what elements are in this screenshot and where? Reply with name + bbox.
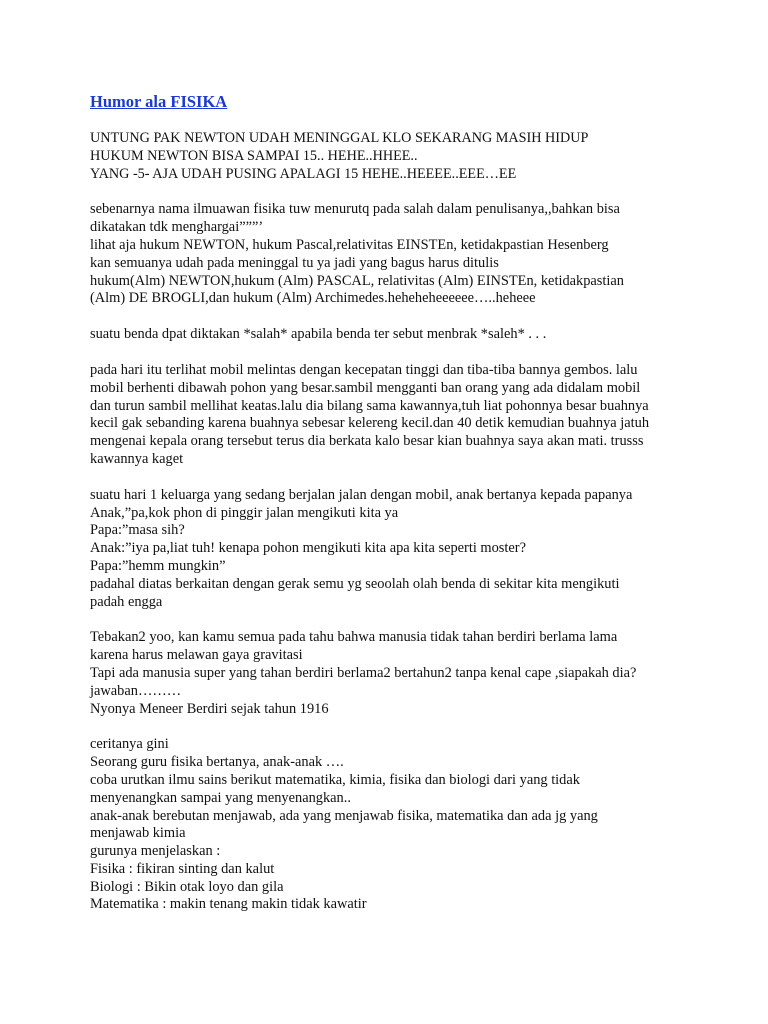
post-title-link[interactable]: Humor ala FISIKA xyxy=(90,92,228,111)
text-line: suatu benda dpat diktakan *salah* apabila benda ter sebut menbrak *saleh* . . . xyxy=(90,326,547,343)
paragraph xyxy=(90,487,690,612)
text-line: Tapi ada manusia super yang tahan berdiri berlama2 bertahun2 tanpa kenal cape ,siapakah dia? xyxy=(90,664,637,681)
paragraph xyxy=(90,201,690,308)
paragraph xyxy=(90,326,690,344)
text-line: HUKUM NEWTON BISA SAMPAI 15.. HEHE..HHEE.. xyxy=(90,147,418,164)
text-line: Anak:”iya pa,liat tuh! kenapa pohon mengikuti kita apa kita seperti moster? xyxy=(90,540,526,557)
text-line: padahal diatas berkaitan dengan gerak semu yg seoolah olah benda di sekitar kita mengikuti xyxy=(90,575,620,592)
text-line: coba urutkan ilmu sains berikut matematika, kimia, fisika dan biologi dari yang tidak xyxy=(90,771,580,788)
paragraph xyxy=(90,362,690,469)
text-line: UNTUNG PAK NEWTON UDAH MENINGGAL KLO SEKARANG MASIH HIDUP xyxy=(90,130,589,146)
text-line: Biologi : Bikin otak loyo dan gila xyxy=(90,878,284,895)
text-line: Papa:”masa sih? xyxy=(90,522,185,539)
document-body xyxy=(90,130,690,914)
paragraph xyxy=(90,736,690,914)
text-line: Tebakan2 yoo, kan kamu semua pada tahu bahwa manusia tidak tahan berdiri berlama lama xyxy=(90,629,618,646)
text-line: padah engga xyxy=(90,593,163,610)
text-line: jawaban……… xyxy=(90,682,182,699)
paragraph xyxy=(90,629,690,718)
text-line: menjawab kimia xyxy=(90,825,186,842)
text-line: Fisika : fikiran sinting dan kalut xyxy=(90,860,275,877)
text-line: menyenangkan sampai yang menyenangkan.. xyxy=(90,789,351,806)
text-line: Papa:”hemm mungkin” xyxy=(90,557,226,574)
text-line: kawannya kaget xyxy=(90,450,184,467)
text-line: lihat aja hukum NEWTON, hukum Pascal,relativitas EINSTEn, ketidakpastian Hesenberg xyxy=(90,236,609,253)
text-line: dan turun sambil mellihat keatas.lalu dia bilang sama kawannya,tuh liat pohonnya besar buahnya xyxy=(90,397,649,414)
text-line: anak-anak berebutan menjawab, ada yang menjawab fisika, matematika dan ada jg yang xyxy=(90,807,598,824)
text-line: mengenai kepala orang tersebut terus dia berkata kalo besar kian buahnya saya akan mati. trusss xyxy=(90,433,644,450)
text-line: Anak,”pa,kok phon di pinggir jalan mengikuti kita ya xyxy=(90,504,399,521)
text-line: kecil gak sebanding karena buahnya sebesar kelereng kecil.dan 40 detik kemudian buahnya jatuh xyxy=(90,415,650,432)
text-line: sebenarnya nama ilmuawan fisika tuw menurutq pada salah dalam penulisanya,,bahkan bisa xyxy=(90,201,620,218)
text-line: karena harus melawan gaya gravitasi xyxy=(90,647,303,664)
text-line: Nyonya Meneer Berdiri sejak tahun 1916 xyxy=(90,700,329,717)
text-line: gurunya menjelaskan : xyxy=(90,843,221,860)
paragraph xyxy=(90,130,690,183)
text-line: (Alm) DE BROGLI,dan hukum (Alm) Archimedes.heheheheeeeee…..heheee xyxy=(90,290,536,307)
text-line: Seorang guru fisika bertanya, anak-anak …. xyxy=(90,754,344,771)
text-line: suatu hari 1 keluarga yang sedang berjalan jalan dengan mobil, anak bertanya kepada papanya xyxy=(90,486,633,503)
text-line: mobil berhenti dibawah pohon yang besar.sambil mengganti ban orang yang ada didalam mobil xyxy=(90,379,641,396)
text-line: YANG -5- AJA UDAH PUSING APALAGI 15 HEHE..HEEEE..EEE…EE xyxy=(90,165,517,182)
text-line: hukum(Alm) NEWTON,hukum (Alm) PASCAL, relativitas (Alm) EINSTEn, ketidakpastian xyxy=(90,272,624,289)
text-line: dikatakan tdk menghargai”””’ xyxy=(90,219,264,236)
document-page xyxy=(90,92,690,932)
text-line: Matematika : makin tenang makin tidak kawatir xyxy=(90,896,367,913)
text-line: ceritanya gini xyxy=(90,736,169,753)
text-line: kan semuanya udah pada meninggal tu ya jadi yang bagus harus ditulis xyxy=(90,254,499,271)
text-line: pada hari itu terlihat mobil melintas dengan kecepatan tinggi dan tiba-tiba bannya gembos. lalu xyxy=(90,361,638,378)
